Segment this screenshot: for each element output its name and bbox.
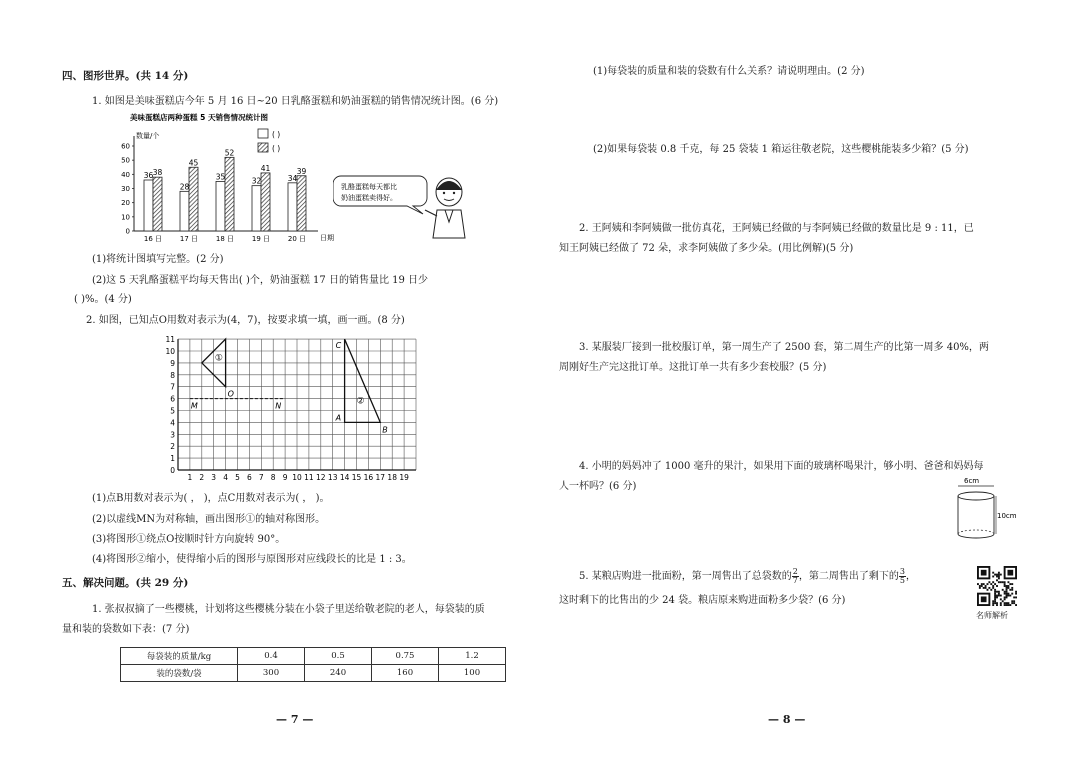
grid-x-label: 10 — [292, 473, 302, 482]
bar-value-label: 36 — [143, 171, 154, 180]
grid-x-label: 7 — [258, 473, 264, 482]
p1-sub2: (2)如果每袋装 0.8 千克，每 25 袋装 1 箱运往敬老院，这些樱桃能装多少箱？(5 分) — [593, 144, 969, 155]
x-tick-label: 16 日 — [143, 235, 163, 243]
problem2-line2: 知王阿姨已经做了 72 朵，求李阿姨做了多少朵。(用比例解)(5 分) — [559, 243, 854, 254]
problem5-line1 — [579, 567, 916, 585]
qr-module — [992, 576, 994, 578]
qr-module — [1009, 583, 1011, 585]
problem1-text-line2: 量和装的袋数如下表：(7 分) — [62, 624, 190, 635]
qr-module — [1007, 581, 1009, 583]
qr-module — [992, 587, 994, 589]
page-number-right: — 8 — — [768, 713, 806, 726]
speech-line-2: 奶油蛋糕卖得好。 — [341, 194, 397, 202]
qr-module — [998, 591, 1000, 593]
grid-x-label: 18 — [387, 473, 397, 482]
question2-text: 2. 如图，已知点O用数对表示为(4，7)，按要求填一填，画一画。(8 分) — [86, 315, 405, 326]
frac2-num: 3 — [899, 567, 905, 576]
fraction-3-5 — [899, 568, 906, 585]
qr-module — [994, 600, 996, 602]
qr-finder — [981, 596, 987, 602]
qr-module — [988, 587, 990, 589]
qr-module — [994, 593, 996, 595]
grid-y-label: 8 — [170, 370, 175, 380]
qr-module — [994, 595, 996, 597]
problem3-line2: 周刚好生产完这批订单。这批订单一共有多少套校服？(5 分) — [559, 362, 827, 373]
qr-module — [1006, 604, 1008, 606]
qr-module — [1011, 589, 1013, 591]
qr-module — [994, 598, 996, 600]
qr-module — [1006, 585, 1008, 587]
grid-y-label: 2 — [170, 442, 175, 452]
bar-value-label: 38 — [152, 168, 163, 178]
qr-module — [1002, 581, 1004, 583]
grid-x-label: 19 — [399, 473, 409, 482]
qr-module — [1004, 602, 1006, 604]
qr-module — [1000, 574, 1002, 576]
qr-module — [998, 572, 1000, 574]
qr-module — [998, 593, 1000, 595]
coordinate-grid — [160, 330, 440, 485]
qr-module — [1004, 596, 1006, 598]
bar-value-label: 35 — [215, 172, 226, 182]
grid-x-label: 16 — [363, 473, 374, 482]
bar — [225, 157, 234, 231]
grid-x-label: 5 — [235, 473, 240, 482]
qr-code-icon[interactable] — [977, 566, 1017, 606]
grid-x-label: 12 — [316, 473, 326, 482]
qr-module — [1013, 596, 1015, 598]
grid-x-label: 1 — [187, 473, 193, 482]
cup-diameter-label: 6cm — [964, 477, 980, 485]
shape-2-label: ② — [356, 396, 365, 407]
p5-text-b: ，第二周售出了剩下的 — [798, 571, 899, 582]
grid-y-label: 11 — [165, 335, 175, 345]
qr-module — [1000, 595, 1002, 597]
qr-module — [1006, 602, 1008, 604]
grid-x-label: 15 — [351, 473, 362, 482]
qr-module — [1002, 589, 1004, 591]
grid-y-label: 6 — [170, 394, 175, 404]
grid-x-label: 4 — [223, 473, 228, 482]
y-axis-label: 数量/个 — [136, 132, 160, 140]
qr-caption: 名师解析 — [976, 611, 1008, 620]
qr-module — [992, 600, 994, 602]
bar — [252, 186, 261, 231]
y-tick-label: 40 — [121, 170, 130, 179]
qr-module — [990, 583, 992, 585]
table-cell: 160 — [372, 665, 439, 682]
qr-module — [992, 602, 994, 604]
qr-module — [1007, 602, 1009, 604]
x-tick-label: 18 日 — [215, 235, 235, 243]
qr-module — [996, 591, 998, 593]
point-b-label: B — [382, 425, 388, 435]
section4-title: 四、图形世界。(共 14 分) — [62, 70, 189, 82]
qr-module — [998, 574, 1000, 576]
qr-module — [1007, 585, 1009, 587]
bar — [189, 167, 198, 231]
qr-module — [981, 585, 983, 587]
problem4-line1: 4. 小明的妈妈冲了 1000 毫升的果汁，如果用下面的玻璃杯喝果汁，够小明、爸爸和妈妈每 — [579, 461, 984, 472]
grid-y-label: 9 — [170, 358, 175, 368]
legend-swatch-2 — [258, 143, 268, 152]
qr-module — [1007, 595, 1009, 597]
problem1-text-line1: 1. 张叔叔摘了一些樱桃，计划将这些樱桃分装在小袋子里送给敬老院的老人，每袋装的质 — [92, 604, 485, 615]
grid-x-label: 3 — [211, 473, 217, 482]
grid-x-label: 8 — [270, 473, 276, 482]
point-m-label: M — [190, 401, 198, 411]
problem3-line1: 3. 某服装厂接到一批校服订单，第一周生产了 2500 套，第二周生产的比第一周多 40%，两 — [579, 342, 989, 353]
bar-value-label: 39 — [296, 166, 307, 176]
qr-module — [1000, 581, 1002, 583]
y-tick-label: 60 — [121, 142, 130, 151]
bar — [144, 180, 153, 231]
grid-x-label: 6 — [247, 473, 252, 482]
grid-y-label: 1 — [170, 454, 175, 464]
qr-module — [1013, 602, 1015, 604]
grid-y-label: 3 — [170, 430, 175, 440]
x-tick-label: 19 日 — [251, 235, 271, 243]
glass-cup-diagram — [952, 474, 1022, 544]
problem4-line2: 人一杯吗？(6 分) — [559, 481, 637, 492]
y-tick-label: 10 — [121, 213, 130, 222]
chart-title: 美味蛋糕店两种蛋糕 5 天销售情况统计图 — [130, 113, 268, 122]
qr-module — [1004, 591, 1006, 593]
qr-module — [1004, 583, 1006, 585]
qr-module — [990, 589, 992, 591]
qr-module — [1002, 600, 1004, 602]
legend-label-1: ( ) — [272, 130, 281, 139]
frac1-num: 2 — [792, 567, 798, 576]
table-cell: 300 — [238, 665, 305, 682]
bar-value-label: 41 — [260, 163, 271, 173]
qr-module — [1011, 600, 1013, 602]
frac1-den: 7 — [792, 576, 798, 585]
qr-module — [998, 576, 1000, 578]
bar-value-label: 34 — [287, 173, 298, 183]
qr-module — [1011, 587, 1013, 589]
qr-module — [1000, 604, 1002, 606]
qr-module — [1006, 596, 1008, 598]
grid-x-label: 14 — [339, 473, 350, 482]
grid-x-label: 17 — [375, 473, 386, 482]
qr-module — [996, 596, 998, 598]
qr-finder — [1007, 570, 1013, 576]
bar-value-label: 32 — [251, 176, 262, 186]
grid-y-label: 4 — [170, 418, 175, 428]
qr-module — [988, 581, 990, 583]
qr-module — [1009, 589, 1011, 591]
qr-module — [1011, 602, 1013, 604]
grid-y-label: 10 — [165, 347, 175, 356]
qr-module — [983, 587, 985, 589]
bar — [180, 191, 189, 231]
legend — [258, 129, 280, 153]
shape-2-triangle — [345, 339, 381, 422]
qr-module — [996, 576, 998, 578]
table-cell: 1.2 — [439, 648, 506, 665]
bar — [216, 181, 225, 231]
grid-x-label: 9 — [282, 473, 288, 482]
q1-sub2-line1: (2)这 5 天乳酪蛋糕平均每天售出( )个，奶油蛋糕 17 日的销售量比 19 日少 — [92, 275, 429, 286]
qr-module — [1015, 591, 1017, 593]
page-number-left: — 7 — — [276, 713, 314, 726]
grid-y-label: 7 — [170, 382, 175, 392]
legend-swatch-1 — [258, 129, 268, 138]
qr-module — [1006, 587, 1008, 589]
qr-module — [983, 583, 985, 585]
grid-x-label: 13 — [327, 473, 338, 482]
qr-module — [992, 585, 994, 587]
qr-module — [979, 587, 981, 589]
cup-height-label: 10cm — [997, 512, 1017, 520]
q2-sub2: (2)以虚线MN为对称轴，画出图形①的轴对称图形。 — [92, 514, 326, 525]
qr-module — [1004, 585, 1006, 587]
section5-title: 五、解决问题。(共 29 分) — [62, 577, 189, 589]
bar-value-label: 52 — [224, 148, 235, 158]
qr-module — [977, 583, 979, 585]
table-cell: 0.75 — [372, 648, 439, 665]
grid-y-label: 0 — [170, 466, 175, 475]
qr-module — [1004, 593, 1006, 595]
qr-module — [996, 604, 998, 606]
qr-module — [1011, 593, 1013, 595]
p1-sub1: (1)每袋装的质量和装的袋数有什么关系？请说明理由。(2 分) — [593, 66, 865, 77]
bar — [261, 173, 270, 231]
qr-finder — [981, 570, 987, 576]
q2-sub3: (3)将图形①绕点O按顺时针方向旋转 90°。 — [92, 534, 286, 545]
qr-module — [994, 574, 996, 576]
qr-module — [994, 596, 996, 598]
problem5-line2: 这时剩下的比售出的少 24 袋。粮店原来购进面粉多少袋？(6 分) — [559, 595, 846, 606]
qr-module — [996, 595, 998, 597]
grid-x-label: 2 — [199, 473, 205, 482]
qr-module — [1004, 581, 1006, 583]
qr-module — [994, 589, 996, 591]
qr-module — [1006, 593, 1008, 595]
q2-sub4: (4)将图形②缩小，使得缩小后的图形与原图形对应线段长的比是 1 : 3。 — [92, 554, 412, 565]
qr-module — [992, 604, 994, 606]
table-cell: 240 — [305, 665, 372, 682]
point-c-label: C — [335, 341, 342, 351]
bar — [288, 183, 297, 231]
teacher-icon — [425, 178, 465, 238]
qr-module — [998, 581, 1000, 583]
point-o-label: O — [227, 389, 234, 399]
y-tick-label: 30 — [121, 185, 130, 193]
qr-module — [996, 602, 998, 604]
qr-module — [1004, 598, 1006, 600]
qr-module — [985, 585, 987, 587]
bar-value-label: 45 — [188, 158, 199, 168]
table-cell: 装的袋数/袋 — [121, 665, 238, 682]
legend-label-2: ( ) — [272, 144, 281, 153]
q2-sub1: (1)点B用数对表示为( ， )，点C用数对表示为( ， )。 — [92, 493, 330, 504]
speech-line-1: 乳酪蛋糕每天都比 — [341, 183, 397, 191]
problem2-line1: 2. 王阿姨和李阿姨做一批仿真花，王阿姨已经做的与李阿姨已经做的数量比是 9 : 11，已 — [579, 223, 974, 234]
qr-module — [1011, 583, 1013, 585]
qr-module — [996, 579, 998, 581]
q1-sub1: (1)将统计图填写完整。(2 分) — [92, 254, 224, 265]
qr-module — [1007, 604, 1009, 606]
qr-module — [1006, 595, 1008, 597]
qr-module — [996, 574, 998, 576]
table-cell: 0.5 — [305, 648, 372, 665]
qr-module — [981, 583, 983, 585]
qr-module — [998, 595, 1000, 597]
qr-module — [1015, 604, 1017, 606]
y-tick-label: 0 — [125, 227, 130, 236]
qr-module — [1006, 589, 1008, 591]
table-cell: 0.4 — [238, 648, 305, 665]
fraction-2-7 — [792, 568, 799, 585]
x-tick-label: 20 日 — [287, 235, 307, 243]
qr-module — [996, 585, 998, 587]
question1-text: 1. 如图是美味蛋糕店今年 5 月 16 日~20 日乳酪蛋糕和奶油蛋糕的销售情况统计图。(6 分) — [92, 96, 499, 107]
qr-module — [985, 587, 987, 589]
qr-module — [1004, 604, 1006, 606]
qr-module — [1009, 604, 1011, 606]
qr-module — [994, 591, 996, 593]
qr-module — [1013, 600, 1015, 602]
x-tick-label: 17 日 — [179, 235, 199, 243]
qr-module — [987, 583, 989, 585]
qr-module — [1009, 595, 1011, 597]
qr-module — [994, 583, 996, 585]
qr-module — [1007, 593, 1009, 595]
p5-text-c: ， — [905, 571, 916, 582]
qr-module — [1015, 593, 1017, 595]
qr-module — [1000, 598, 1002, 600]
table-cell: 100 — [439, 665, 506, 682]
qr-module — [987, 589, 989, 591]
cherry-table — [120, 647, 506, 682]
bar-value-label: 28 — [179, 182, 190, 192]
qr-module — [1006, 591, 1008, 593]
qr-module — [992, 572, 994, 574]
qr-module — [992, 581, 994, 583]
bar — [297, 176, 306, 231]
grid-y-label: 5 — [170, 406, 175, 416]
teacher-speech-illustration — [333, 170, 513, 242]
point-n-label: N — [275, 401, 282, 411]
q1-sub2-line2: ( )%。(4 分) — [74, 294, 132, 305]
grid-x-label: 11 — [304, 473, 314, 482]
shape-1-label: ① — [214, 353, 223, 364]
qr-module — [1007, 587, 1009, 589]
y-tick-label: 20 — [121, 199, 130, 208]
frac2-den: 5 — [899, 576, 905, 585]
qr-module — [979, 585, 981, 587]
qr-module — [998, 577, 1000, 579]
point-a-label: A — [335, 413, 342, 423]
table-row — [121, 665, 506, 682]
bar — [153, 177, 162, 231]
x-axis-label: 日期 — [320, 234, 334, 242]
table-cell: 每袋装的质量/kg — [121, 648, 238, 665]
table-row — [121, 648, 506, 665]
p5-text-a: 5. 某粮店购进一批面粉，第一周售出了总袋数的 — [579, 571, 792, 582]
y-tick-label: 50 — [121, 156, 130, 165]
qr-module — [994, 602, 996, 604]
qr-module — [1000, 602, 1002, 604]
qr-module — [1015, 596, 1017, 598]
